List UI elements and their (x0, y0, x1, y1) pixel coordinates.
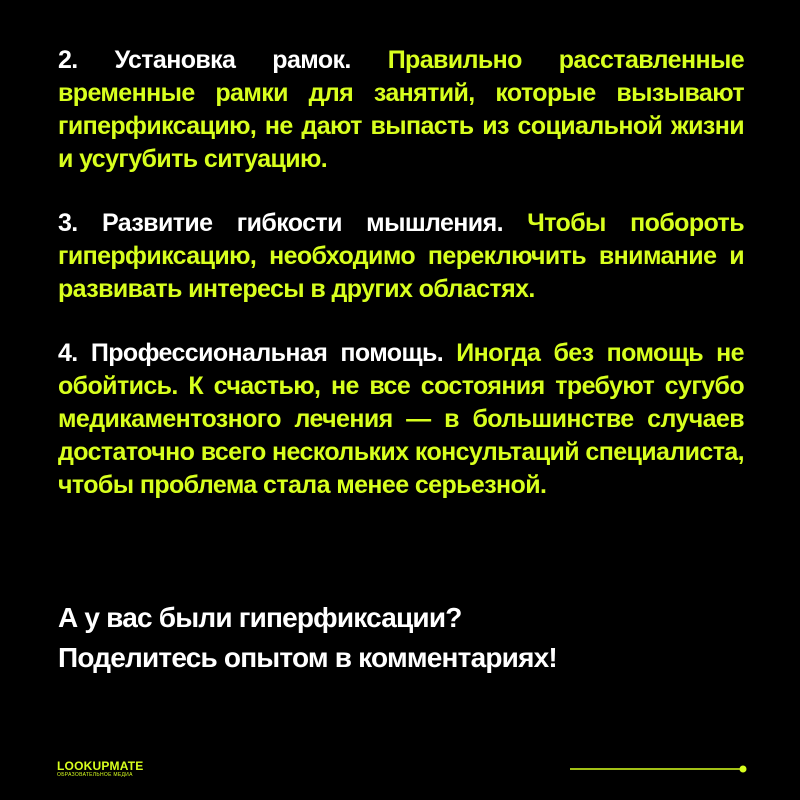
call-to-action (58, 598, 744, 678)
line-with-dot-icon (570, 765, 748, 773)
tip-text: Иногда без помощь не обойтись. К счастью, не все состояния требуют сугубо медикаментозного лечения — в большинстве случаев достаточно всего нескольких консультаций специалиста, чтобы проблема стала менее серьезной. (58, 339, 744, 499)
tip-text: Чтобы побороть гиперфиксацию, необходимо переключить внимание и развивать интересы в других областях. (58, 209, 744, 303)
brand-name: LOOKUPMATE (57, 759, 144, 773)
tip-heading: 3. Развитие гибкости мышления. (58, 209, 503, 237)
tip-heading: 4. Профессиональная помощь. (58, 339, 444, 367)
brand-logo (57, 760, 143, 779)
tips-list (58, 44, 744, 502)
tip-item (58, 207, 744, 306)
tip-text: Правильно расставленные временные рамки для занятий, которые вызывают гиперфиксацию, не дают выпасть из социальной жизни и усугубить ситуацию. (58, 46, 744, 173)
cta-question: А у вас были гиперфиксации? (58, 602, 462, 633)
brand-tagline: ОБРАЗОВАТЕЛЬНОЕ МЕДИА (57, 772, 133, 778)
tip-item (58, 337, 744, 502)
tip-heading: 2. Установка рамок. (58, 46, 351, 74)
tip-item (58, 44, 744, 176)
cta-invite: Поделитесь опытом в комментариях! (58, 642, 557, 673)
